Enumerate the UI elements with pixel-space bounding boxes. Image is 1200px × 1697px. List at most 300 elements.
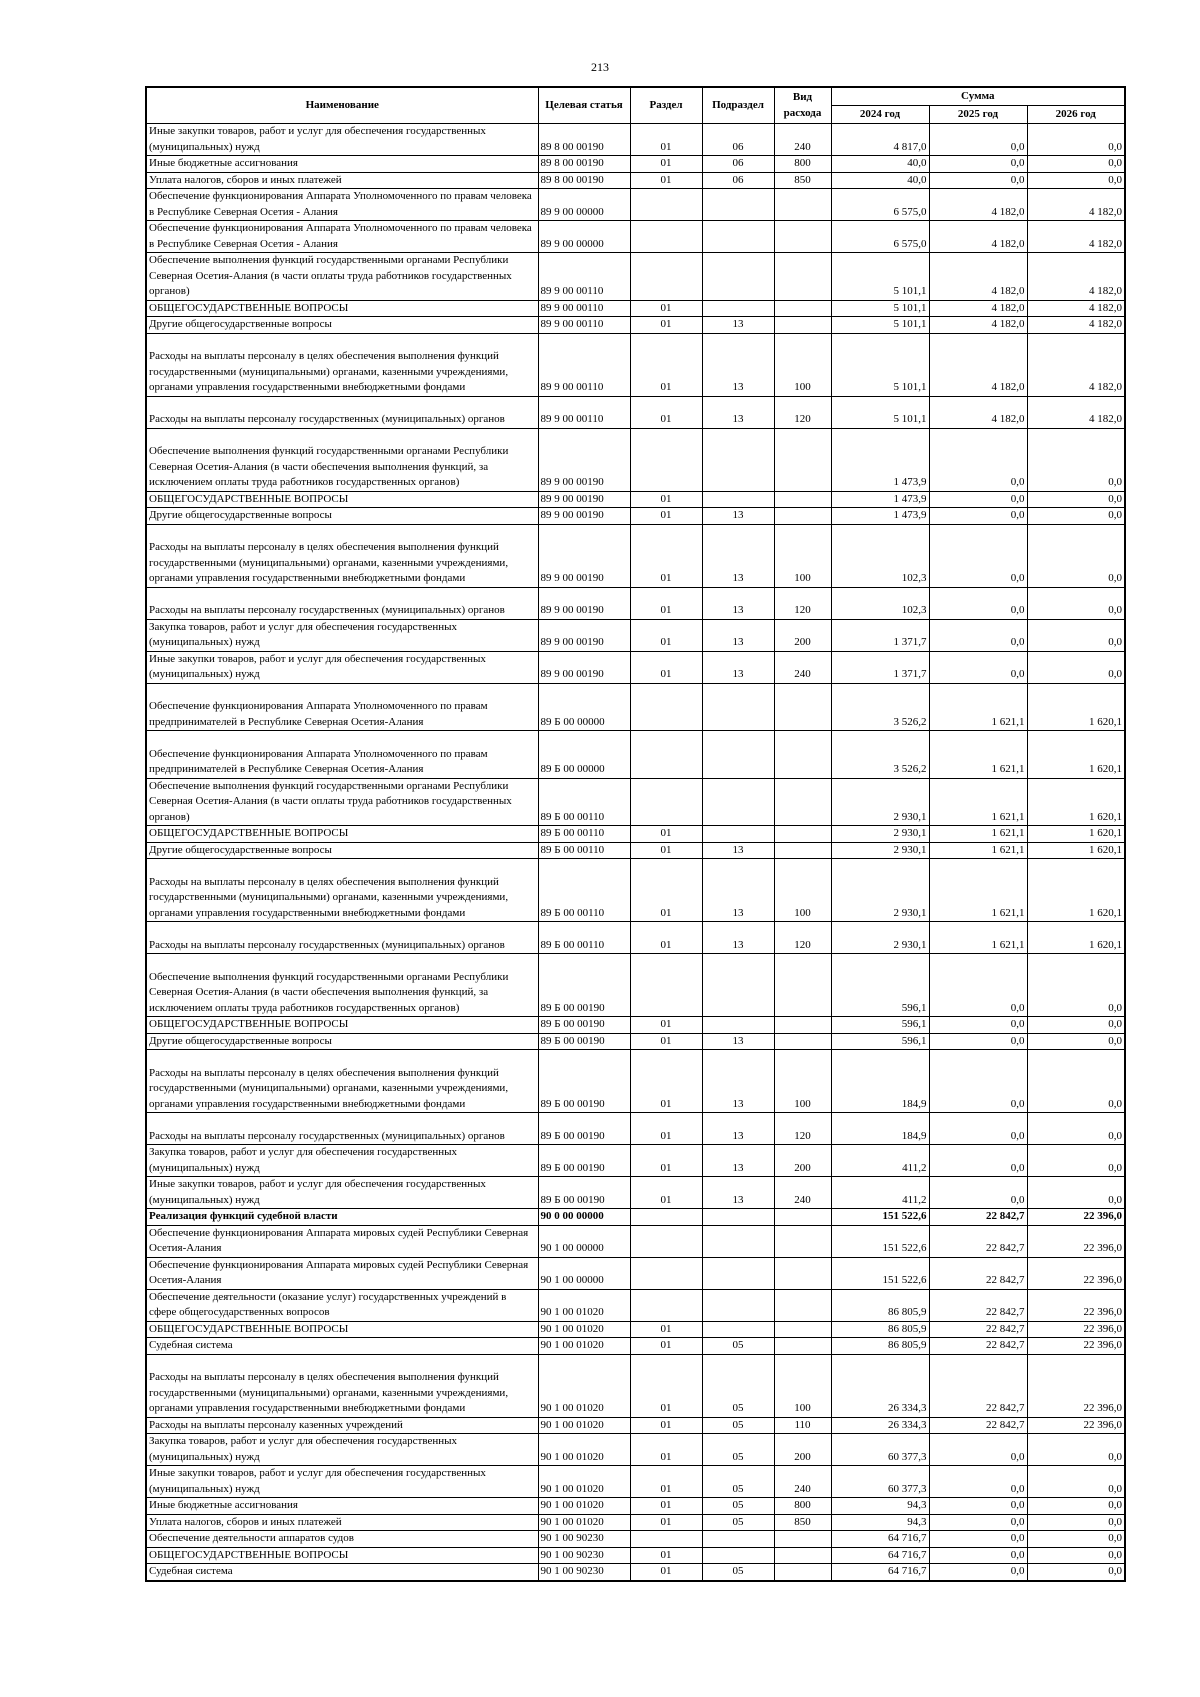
table-row: [146, 1321, 1125, 1338]
header-name: Наименование: [146, 87, 538, 124]
cell-2026: 4 182,0: [1027, 300, 1125, 317]
cell-2025: 1 621,1: [929, 842, 1027, 859]
cell-target: 89 Б 00 00110: [538, 859, 630, 922]
table-row: [146, 1113, 1125, 1145]
cell-subsection: [702, 826, 774, 843]
cell-2026: 0,0: [1027, 954, 1125, 1017]
cell-name: Расходы на выплаты персоналу казенных учреждений: [146, 1417, 538, 1434]
cell-2025: 0,0: [929, 1434, 1027, 1466]
cell-name: Иные закупки товаров, работ и услуг для обеспечения государственных (муниципальных) нужд: [146, 124, 538, 156]
cell-name: Иные бюджетные ассигнования: [146, 156, 538, 173]
cell-target: 89 Б 00 00190: [538, 1033, 630, 1050]
cell-2026: 4 182,0: [1027, 221, 1125, 253]
cell-expense-type: [774, 731, 831, 779]
cell-target: 90 1 00 00000: [538, 1257, 630, 1289]
cell-2026: 1 620,1: [1027, 683, 1125, 731]
cell-name: ОБЩЕГОСУДАРСТВЕННЫЕ ВОПРОСЫ: [146, 1547, 538, 1564]
cell-2026: 1 620,1: [1027, 922, 1125, 954]
cell-2025: 4 182,0: [929, 300, 1027, 317]
cell-subsection: 13: [702, 842, 774, 859]
cell-2024: 64 716,7: [831, 1531, 929, 1548]
cell-section: 01: [630, 396, 702, 428]
cell-name: Обеспечение выполнения функций государственными органами Республики Северная Осетия-Алания (в части оплаты труда работников государственных органов): [146, 253, 538, 301]
cell-2026: 22 396,0: [1027, 1225, 1125, 1257]
cell-2025: 4 182,0: [929, 317, 1027, 334]
cell-section: [630, 221, 702, 253]
cell-target: 90 1 00 01020: [538, 1466, 630, 1498]
table-row: [146, 1466, 1125, 1498]
cell-subsection: [702, 428, 774, 491]
cell-section: 01: [630, 1498, 702, 1515]
cell-target: 89 9 00 00190: [538, 651, 630, 683]
cell-2024: 6 575,0: [831, 221, 929, 253]
cell-target: 89 8 00 00190: [538, 124, 630, 156]
cell-section: 01: [630, 317, 702, 334]
table-row: [146, 1564, 1125, 1581]
cell-target: 89 Б 00 00190: [538, 1017, 630, 1034]
cell-name: Обеспечение деятельности (оказание услуг) государственных учреждений в сфере общегосударственных вопросов: [146, 1289, 538, 1321]
cell-2026: 0,0: [1027, 1547, 1125, 1564]
cell-subsection: [702, 1225, 774, 1257]
table-row: [146, 954, 1125, 1017]
table-row: [146, 1531, 1125, 1548]
cell-2025: 22 842,7: [929, 1257, 1027, 1289]
cell-section: 01: [630, 156, 702, 173]
cell-target: 89 Б 00 00110: [538, 826, 630, 843]
header-2024: 2024 год: [831, 106, 929, 124]
cell-2024: 5 101,1: [831, 333, 929, 396]
cell-expense-type: 100: [774, 859, 831, 922]
cell-2024: 60 377,3: [831, 1466, 929, 1498]
cell-2024: 64 716,7: [831, 1564, 929, 1581]
cell-2024: 40,0: [831, 156, 929, 173]
cell-2025: 0,0: [929, 954, 1027, 1017]
cell-2025: 4 182,0: [929, 333, 1027, 396]
table-row: [146, 1514, 1125, 1531]
cell-subsection: 06: [702, 172, 774, 189]
cell-section: 01: [630, 124, 702, 156]
cell-subsection: [702, 1531, 774, 1548]
cell-section: 01: [630, 1417, 702, 1434]
cell-subsection: [702, 189, 774, 221]
cell-target: 90 1 00 90230: [538, 1564, 630, 1581]
cell-name: Другие общегосударственные вопросы: [146, 508, 538, 525]
cell-target: 89 9 00 00000: [538, 189, 630, 221]
cell-name: Уплата налогов, сборов и иных платежей: [146, 172, 538, 189]
cell-2026: 0,0: [1027, 1017, 1125, 1034]
cell-2024: 151 522,6: [831, 1257, 929, 1289]
cell-expense-type: [774, 1209, 831, 1226]
cell-expense-type: [774, 491, 831, 508]
table-row: [146, 317, 1125, 334]
cell-section: [630, 253, 702, 301]
cell-2025: 0,0: [929, 1564, 1027, 1581]
cell-section: 01: [630, 1321, 702, 1338]
cell-section: 01: [630, 172, 702, 189]
cell-2026: 4 182,0: [1027, 253, 1125, 301]
cell-expense-type: 240: [774, 1177, 831, 1209]
cell-expense-type: 200: [774, 619, 831, 651]
cell-2024: 2 930,1: [831, 859, 929, 922]
table-row: [146, 1033, 1125, 1050]
cell-subsection: 13: [702, 1177, 774, 1209]
cell-section: 01: [630, 1434, 702, 1466]
cell-name: Другие общегосударственные вопросы: [146, 1033, 538, 1050]
cell-target: 90 1 00 01020: [538, 1289, 630, 1321]
cell-2025: 0,0: [929, 428, 1027, 491]
cell-subsection: 05: [702, 1338, 774, 1355]
cell-section: 01: [630, 826, 702, 843]
cell-2026: 4 182,0: [1027, 189, 1125, 221]
cell-subsection: [702, 683, 774, 731]
cell-2025: 0,0: [929, 1547, 1027, 1564]
cell-subsection: [702, 1209, 774, 1226]
cell-2026: 22 396,0: [1027, 1209, 1125, 1226]
cell-2025: 0,0: [929, 172, 1027, 189]
cell-name: Обеспечение функционирования Аппарата Уполномоченного по правам предпринимателей в Республике Северная Осетия-Алания: [146, 731, 538, 779]
cell-expense-type: [774, 1321, 831, 1338]
cell-2025: 22 842,7: [929, 1209, 1027, 1226]
cell-2026: 22 396,0: [1027, 1338, 1125, 1355]
cell-2026: 4 182,0: [1027, 396, 1125, 428]
cell-2025: 22 842,7: [929, 1321, 1027, 1338]
cell-expense-type: 800: [774, 156, 831, 173]
cell-subsection: [702, 300, 774, 317]
cell-subsection: 13: [702, 922, 774, 954]
cell-2025: 0,0: [929, 1498, 1027, 1515]
cell-subsection: 13: [702, 1113, 774, 1145]
cell-2025: 22 842,7: [929, 1289, 1027, 1321]
cell-subsection: 13: [702, 1033, 774, 1050]
cell-subsection: [702, 1257, 774, 1289]
cell-name: Закупка товаров, работ и услуг для обеспечения государственных (муниципальных) нужд: [146, 1434, 538, 1466]
cell-2025: 22 842,7: [929, 1354, 1027, 1417]
table-row: [146, 524, 1125, 587]
cell-2026: 0,0: [1027, 428, 1125, 491]
table-row: [146, 619, 1125, 651]
cell-2025: 22 842,7: [929, 1417, 1027, 1434]
cell-2024: 184,9: [831, 1050, 929, 1113]
cell-2025: 0,0: [929, 619, 1027, 651]
cell-2026: 22 396,0: [1027, 1257, 1125, 1289]
cell-section: 01: [630, 1354, 702, 1417]
cell-subsection: 05: [702, 1466, 774, 1498]
cell-2026: 0,0: [1027, 508, 1125, 525]
table-row: [146, 253, 1125, 301]
cell-2024: 5 101,1: [831, 300, 929, 317]
cell-2025: 0,0: [929, 1466, 1027, 1498]
table-row: [146, 587, 1125, 619]
cell-subsection: 13: [702, 333, 774, 396]
cell-section: 01: [630, 1338, 702, 1355]
cell-section: 01: [630, 524, 702, 587]
cell-target: 89 Б 00 00190: [538, 1050, 630, 1113]
cell-target: 89 Б 00 00190: [538, 954, 630, 1017]
cell-name: Уплата налогов, сборов и иных платежей: [146, 1514, 538, 1531]
cell-section: 01: [630, 1514, 702, 1531]
cell-subsection: 13: [702, 619, 774, 651]
cell-section: 01: [630, 842, 702, 859]
cell-expense-type: [774, 1017, 831, 1034]
cell-target: 89 9 00 00110: [538, 317, 630, 334]
header-expense-type: Вид расхода: [774, 87, 831, 124]
table-row: [146, 1017, 1125, 1034]
table-row: [146, 651, 1125, 683]
table-row: [146, 1225, 1125, 1257]
cell-name: ОБЩЕГОСУДАРСТВЕННЫЕ ВОПРОСЫ: [146, 300, 538, 317]
cell-name: Расходы на выплаты персоналу государственных (муниципальных) органов: [146, 922, 538, 954]
table-row: [146, 428, 1125, 491]
cell-expense-type: 200: [774, 1434, 831, 1466]
cell-expense-type: 100: [774, 333, 831, 396]
cell-target: 89 Б 00 00190: [538, 1113, 630, 1145]
cell-subsection: 05: [702, 1417, 774, 1434]
cell-name: Обеспечение функционирования Аппарата Уполномоченного по правам человека в Республике Северная Осетия - Алания: [146, 221, 538, 253]
cell-2025: 0,0: [929, 1145, 1027, 1177]
cell-target: 90 1 00 01020: [538, 1417, 630, 1434]
cell-expense-type: [774, 1225, 831, 1257]
cell-subsection: 13: [702, 396, 774, 428]
table-row: [146, 842, 1125, 859]
cell-2026: 22 396,0: [1027, 1289, 1125, 1321]
cell-target: 89 9 00 00110: [538, 300, 630, 317]
cell-expense-type: [774, 1547, 831, 1564]
cell-expense-type: [774, 1564, 831, 1581]
cell-section: [630, 1209, 702, 1226]
cell-expense-type: 120: [774, 1113, 831, 1145]
cell-2025: 4 182,0: [929, 253, 1027, 301]
cell-subsection: [702, 1017, 774, 1034]
cell-2026: 0,0: [1027, 524, 1125, 587]
cell-name: Расходы на выплаты персоналу государственных (муниципальных) органов: [146, 1113, 538, 1145]
table-row: [146, 300, 1125, 317]
cell-name: Обеспечение выполнения функций государственными органами Республики Северная Осетия-Алания (в части обеспечения выполнения функций, за исключением оплаты труда работников государственных органов): [146, 954, 538, 1017]
cell-name: Расходы на выплаты персоналу в целях обеспечения выполнения функций государственными (муниципальными) органами, казенными учреждениями, органами управления государственными внебюджетными фондами: [146, 333, 538, 396]
cell-expense-type: 100: [774, 1354, 831, 1417]
cell-section: [630, 1225, 702, 1257]
cell-name: Обеспечение выполнения функций государственными органами Республики Северная Осетия-Алания (в части обеспечения выполнения функций, за исключением оплаты труда работников государственных органов): [146, 428, 538, 491]
table-row: [146, 491, 1125, 508]
cell-name: Расходы на выплаты персоналу в целях обеспечения выполнения функций государственными (муниципальными) органами, казенными учреждениями, органами управления государственными внебюджетными фондами: [146, 1050, 538, 1113]
cell-2026: 0,0: [1027, 1113, 1125, 1145]
cell-2025: 0,0: [929, 124, 1027, 156]
cell-section: 01: [630, 1050, 702, 1113]
cell-2024: 596,1: [831, 1017, 929, 1034]
cell-2025: 4 182,0: [929, 221, 1027, 253]
cell-2024: 86 805,9: [831, 1338, 929, 1355]
cell-target: 90 1 00 00000: [538, 1225, 630, 1257]
cell-subsection: [702, 1547, 774, 1564]
cell-2024: 1 473,9: [831, 491, 929, 508]
header-2025: 2025 год: [929, 106, 1027, 124]
cell-2025: 22 842,7: [929, 1338, 1027, 1355]
cell-name: Реализация функций судебной власти: [146, 1209, 538, 1226]
cell-subsection: 05: [702, 1498, 774, 1515]
cell-2026: 4 182,0: [1027, 333, 1125, 396]
cell-subsection: [702, 253, 774, 301]
cell-name: Обеспечение деятельности аппаратов судов: [146, 1531, 538, 1548]
cell-2025: 1 621,1: [929, 683, 1027, 731]
cell-2026: 0,0: [1027, 491, 1125, 508]
cell-name: Обеспечение выполнения функций государственными органами Республики Северная Осетия-Алания (в части оплаты труда работников государственных органов): [146, 778, 538, 826]
cell-subsection: 13: [702, 524, 774, 587]
cell-2026: 0,0: [1027, 587, 1125, 619]
cell-name: ОБЩЕГОСУДАРСТВЕННЫЕ ВОПРОСЫ: [146, 1321, 538, 1338]
table-row: [146, 826, 1125, 843]
cell-expense-type: [774, 221, 831, 253]
cell-2025: 0,0: [929, 1017, 1027, 1034]
cell-expense-type: [774, 428, 831, 491]
cell-name: Расходы на выплаты персоналу государственных (муниципальных) органов: [146, 587, 538, 619]
cell-subsection: [702, 1321, 774, 1338]
cell-expense-type: [774, 826, 831, 843]
cell-section: 01: [630, 651, 702, 683]
header-target: Целевая статья: [538, 87, 630, 124]
cell-2026: 0,0: [1027, 1177, 1125, 1209]
table-row: [146, 1050, 1125, 1113]
cell-target: 90 1 00 01020: [538, 1354, 630, 1417]
cell-target: 89 9 00 00190: [538, 587, 630, 619]
table-row: [146, 1547, 1125, 1564]
cell-2026: 4 182,0: [1027, 317, 1125, 334]
cell-2024: 1 473,9: [831, 508, 929, 525]
cell-name: Обеспечение функционирования Аппарата мировых судей Республики Северная Осетия-Алания: [146, 1257, 538, 1289]
cell-expense-type: 850: [774, 172, 831, 189]
cell-2024: 2 930,1: [831, 842, 929, 859]
cell-subsection: 13: [702, 587, 774, 619]
cell-expense-type: 240: [774, 124, 831, 156]
table-row: [146, 731, 1125, 779]
cell-expense-type: [774, 842, 831, 859]
table-row: [146, 221, 1125, 253]
cell-name: Судебная система: [146, 1338, 538, 1355]
cell-expense-type: [774, 189, 831, 221]
cell-2026: 1 620,1: [1027, 842, 1125, 859]
table-row: [146, 1145, 1125, 1177]
cell-name: Судебная система: [146, 1564, 538, 1581]
cell-2024: 40,0: [831, 172, 929, 189]
cell-2026: 0,0: [1027, 1145, 1125, 1177]
cell-2024: 86 805,9: [831, 1321, 929, 1338]
cell-2024: 596,1: [831, 1033, 929, 1050]
cell-section: 01: [630, 1466, 702, 1498]
cell-2026: 1 620,1: [1027, 731, 1125, 779]
cell-expense-type: 850: [774, 1514, 831, 1531]
cell-2026: 0,0: [1027, 1050, 1125, 1113]
cell-section: 01: [630, 587, 702, 619]
cell-section: 01: [630, 1145, 702, 1177]
cell-section: [630, 683, 702, 731]
cell-target: 89 Б 00 00110: [538, 778, 630, 826]
cell-name: ОБЩЕГОСУДАРСТВЕННЫЕ ВОПРОСЫ: [146, 491, 538, 508]
cell-2026: 0,0: [1027, 156, 1125, 173]
cell-name: ОБЩЕГОСУДАРСТВЕННЫЕ ВОПРОСЫ: [146, 826, 538, 843]
cell-2024: 94,3: [831, 1498, 929, 1515]
cell-2025: 4 182,0: [929, 189, 1027, 221]
cell-target: 89 9 00 00110: [538, 333, 630, 396]
table-row: [146, 1354, 1125, 1417]
cell-2025: 0,0: [929, 491, 1027, 508]
cell-2026: 0,0: [1027, 1498, 1125, 1515]
table-row: [146, 124, 1125, 156]
cell-2024: 102,3: [831, 587, 929, 619]
cell-name: Расходы на выплаты персоналу в целях обеспечения выполнения функций государственными (муниципальными) органами, казенными учреждениями, органами управления государственными внебюджетными фондами: [146, 1354, 538, 1417]
cell-expense-type: [774, 317, 831, 334]
cell-target: 89 9 00 00190: [538, 524, 630, 587]
cell-target: 89 Б 00 00110: [538, 922, 630, 954]
cell-2024: 596,1: [831, 954, 929, 1017]
cell-name: Обеспечение функционирования Аппарата мировых судей Республики Северная Осетия-Алания: [146, 1225, 538, 1257]
cell-subsection: 06: [702, 124, 774, 156]
cell-2025: 0,0: [929, 587, 1027, 619]
cell-name: Расходы на выплаты персоналу государственных (муниципальных) органов: [146, 396, 538, 428]
header-sum: Сумма: [831, 87, 1125, 106]
cell-target: 89 Б 00 00190: [538, 1177, 630, 1209]
cell-2024: 411,2: [831, 1177, 929, 1209]
cell-2024: 1 371,7: [831, 651, 929, 683]
cell-target: 90 1 00 90230: [538, 1547, 630, 1564]
cell-name: Иные закупки товаров, работ и услуг для обеспечения государственных (муниципальных) нужд: [146, 1177, 538, 1209]
cell-target: 90 0 00 00000: [538, 1209, 630, 1226]
cell-subsection: 13: [702, 1050, 774, 1113]
cell-section: [630, 954, 702, 1017]
cell-2025: 1 621,1: [929, 859, 1027, 922]
cell-subsection: 13: [702, 317, 774, 334]
table-row: [146, 1417, 1125, 1434]
cell-2024: 3 526,2: [831, 683, 929, 731]
cell-2025: 0,0: [929, 651, 1027, 683]
table-row: [146, 1338, 1125, 1355]
cell-section: [630, 1531, 702, 1548]
cell-target: 90 1 00 01020: [538, 1434, 630, 1466]
cell-subsection: [702, 778, 774, 826]
cell-section: 01: [630, 619, 702, 651]
cell-target: 90 1 00 01020: [538, 1498, 630, 1515]
cell-expense-type: [774, 1289, 831, 1321]
table-row: [146, 508, 1125, 525]
page-number: 213: [591, 60, 609, 74]
cell-2026: 22 396,0: [1027, 1417, 1125, 1434]
cell-target: 89 8 00 00190: [538, 172, 630, 189]
cell-target: 90 1 00 01020: [538, 1514, 630, 1531]
cell-2025: 0,0: [929, 1514, 1027, 1531]
table-row: [146, 683, 1125, 731]
cell-expense-type: 200: [774, 1145, 831, 1177]
cell-subsection: 13: [702, 1145, 774, 1177]
cell-target: 89 9 00 00000: [538, 221, 630, 253]
cell-2026: 0,0: [1027, 1564, 1125, 1581]
cell-expense-type: [774, 1257, 831, 1289]
cell-2026: 0,0: [1027, 1033, 1125, 1050]
cell-section: [630, 189, 702, 221]
table-row: [146, 1289, 1125, 1321]
cell-subsection: 13: [702, 859, 774, 922]
cell-name: Другие общегосударственные вопросы: [146, 317, 538, 334]
cell-section: 01: [630, 1033, 702, 1050]
cell-section: [630, 428, 702, 491]
cell-2026: 1 620,1: [1027, 859, 1125, 922]
table-row: [146, 156, 1125, 173]
cell-name: Расходы на выплаты персоналу в целях обеспечения выполнения функций государственными (муниципальными) органами, казенными учреждениями, органами управления государственными внебюджетными фондами: [146, 859, 538, 922]
cell-name: Обеспечение функционирования Аппарата Уполномоченного по правам человека в Республике Северная Осетия - Алания: [146, 189, 538, 221]
cell-section: 01: [630, 300, 702, 317]
cell-expense-type: 120: [774, 922, 831, 954]
cell-2025: 1 621,1: [929, 826, 1027, 843]
cell-2025: 0,0: [929, 508, 1027, 525]
cell-2024: 151 522,6: [831, 1209, 929, 1226]
cell-subsection: [702, 954, 774, 1017]
cell-2025: 0,0: [929, 1033, 1027, 1050]
